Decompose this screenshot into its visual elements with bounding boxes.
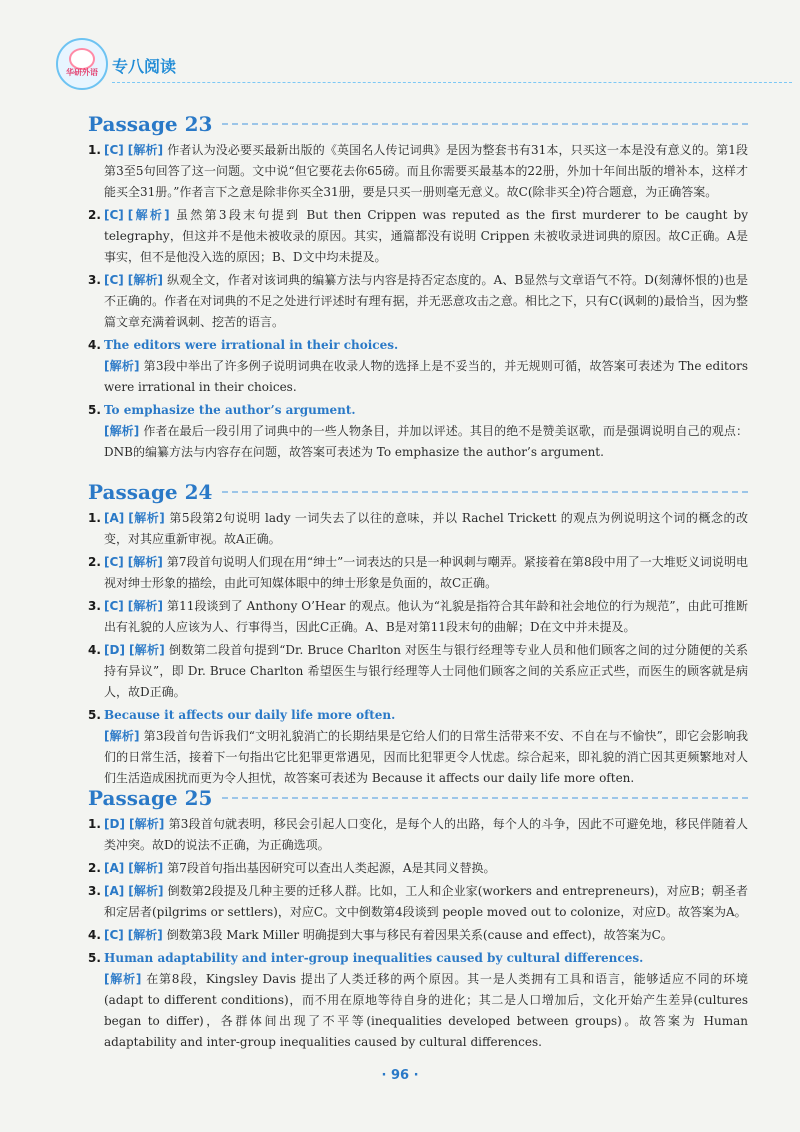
title-divider xyxy=(222,491,748,493)
item-number: 4. xyxy=(88,928,101,942)
analysis-text: 第11段谈到了 Anthony O’Hear 的观点。他认为“礼貌是指符合其年龄和社会地位的行为规范”，由此可推断出有礼貌的人应该为人、行事得当，因此C正确。A、B是对第11段末句的曲解；D在文中并未提及。 xyxy=(104,599,748,634)
analysis-text: 倒数第二段首句提到“Dr. Bruce Charlton 对医生与银行经理等专业人员和他们顾客之间的过分随便的关系持有异议”，即 Dr. Bruce Charlton 希望医生与银行经理等人士同他们顾客之间的关系应正式些，而医生的顾客就是病人，故D正确。 xyxy=(104,643,748,699)
answer-heading: Human adaptability and inter-group inequalities caused by cultural differences. xyxy=(104,951,644,965)
item-number: 5. xyxy=(88,403,101,417)
item-number: 3. xyxy=(88,599,101,613)
answer-letter: [A] xyxy=(104,884,125,898)
item-number: 1. xyxy=(88,511,101,525)
passage-25 xyxy=(88,784,748,1053)
item-number: 1. xyxy=(88,817,101,831)
answer-letter: [A] xyxy=(104,861,125,875)
analysis-text: 第3段首句告诉我们“文明礼貌消亡的长期结果是它给人们的日常生活带来不安、不自在与不愉快”，即它会影响我们的日常生活，接着下一句指出它比犯罪更常遇见，因而比犯罪更令人忧虑。综合起来，即礼貌的消亡因其更频繁地对人们生活造成困扰而更为令人担忧，故答案可表述为 Because it affects our daily life more often. xyxy=(104,729,748,785)
analysis-text: 第7段首句指出基因研究可以查出人类起源，A是其同义替换。 xyxy=(167,861,496,875)
logo-text: 华研外语 xyxy=(66,68,98,77)
page-header xyxy=(56,38,756,90)
item-number: 5. xyxy=(88,951,101,965)
answer-heading: To emphasize the author’s argument. xyxy=(104,403,356,417)
passage-title-row xyxy=(88,478,748,506)
analysis-text: 第3段首句就表明，移民会引起人口变化，是每个人的出路，每个人的斗争，因此不可避免地，移民伴随着人类冲突。故D的说法不正确，为正确选项。 xyxy=(104,817,748,852)
passage-title-row xyxy=(88,110,748,138)
item-number: 2. xyxy=(88,208,101,222)
analysis-text: 虽然第3段末句提到 But then Crippen was reputed as the first murderer to be caught by telegraphy，但这并不是他未被收录的原因。其实，通篇都没有说明 Crippen 未被收录进词典的原因。故C正确。A是事实，但不是他没入选的原因；B、D文中均未提及。 xyxy=(104,208,748,264)
page-number: · 96 · xyxy=(381,1068,419,1083)
answer-item xyxy=(88,814,748,856)
answer-letter: [C] xyxy=(104,143,124,157)
answer-item xyxy=(88,270,748,333)
analysis-tag: [解析] xyxy=(127,599,163,613)
item-number: 3. xyxy=(88,273,101,287)
analysis-tag: [解析] xyxy=(127,928,163,942)
item-number: 2. xyxy=(88,861,101,875)
passage-title: Passage 25 xyxy=(88,786,213,810)
analysis-text: 第5段第2句说明 lady 一词失去了以往的意味，并以 Rachel Trickett 的观点为例说明这个词的概念的改变，对其应重新审视。故A正确。 xyxy=(104,511,748,546)
analysis-text: 第7段首句说明人们现在用“绅士”一词表达的只是一种讽刺与嘲弄。紧接着在第8段中用了一大堆贬义词说明电视对绅士形象的描绘，由此可知媒体眼中的绅士形象是负面的，故C正确。 xyxy=(104,555,748,590)
analysis-tag: [解析] xyxy=(128,884,164,898)
answer-heading: The editors were irrational in their choices. xyxy=(104,338,399,352)
item-number: 5. xyxy=(88,708,101,722)
answer-item xyxy=(88,140,748,203)
answer-item xyxy=(88,335,748,398)
title-divider xyxy=(222,123,748,125)
answer-letter: [C] xyxy=(104,555,124,569)
analysis-text: 作者认为没必要买最新出版的《英国名人传记词典》是因为整套书有31本，只买这一本是没有意义的。第1段第3至5句回答了这一问题。文中说“但它要花去你65磅。而且你需要买最基本的22册，外加十年间出版的增补本，这样才能买全31册。”作者言下之意是除非你买全31册，要是只买一册则毫无意义。故C(除非买全)符合题意，为正确答案。 xyxy=(104,143,748,199)
passage-title: Passage 24 xyxy=(88,480,213,504)
item-number: 4. xyxy=(88,643,101,657)
analysis-tag: [解析] xyxy=(127,143,164,157)
answer-item xyxy=(88,508,748,550)
analysis-tag: [解析] xyxy=(128,643,165,657)
answer-heading: Because it affects our daily life more often. xyxy=(104,708,396,722)
answer-item xyxy=(88,400,748,463)
analysis-tag: [解析] xyxy=(104,359,140,373)
analysis-tag: [解析] xyxy=(127,273,164,287)
analysis-tag: [解析] xyxy=(128,861,164,875)
answer-item xyxy=(88,858,748,879)
answer-letter: [C] xyxy=(104,928,124,942)
answer-item xyxy=(88,552,748,594)
analysis-tag: [解析] xyxy=(128,511,165,525)
passage-title-row xyxy=(88,784,748,812)
passage-23 xyxy=(88,110,748,463)
item-number: 2. xyxy=(88,555,101,569)
header-divider xyxy=(112,82,792,83)
item-number: 3. xyxy=(88,884,101,898)
answer-item xyxy=(88,596,748,638)
answer-item xyxy=(88,948,748,1053)
answer-letter: [D] xyxy=(104,643,125,657)
analysis-text: 作者在最后一段引用了词典中的一些人物条目，并加以评述。其目的绝不是赞美讴歌，而是强调说明自己的观点：DNB的编纂方法与内容存在问题，故答案可表述为 To emphasize the author’s argument. xyxy=(104,424,748,459)
analysis-text: 纵观全文，作者对该词典的编纂方法与内容是持否定态度的。A、B显然与文章语气不符。D(刻薄怀恨的)也是不正确的。作者在对词典的不足之处进行评述时有理有据，并无恶意攻击之意。相比之下，只有C(讽刺的)最恰当，因为整篇文章充满着讽刺、挖苦的语言。 xyxy=(104,273,748,329)
item-number: 1. xyxy=(88,143,101,157)
answer-item xyxy=(88,705,748,789)
analysis-tag: [解析] xyxy=(127,555,163,569)
title-divider xyxy=(222,797,748,799)
answer-letter: [A] xyxy=(104,511,125,525)
analysis-tag: [解析] xyxy=(127,208,170,222)
answer-item xyxy=(88,925,748,946)
answer-item xyxy=(88,205,748,268)
answer-letter: [C] xyxy=(104,273,124,287)
answer-letter: [C] xyxy=(104,208,124,222)
answer-letter: [C] xyxy=(104,599,124,613)
item-number: 4. xyxy=(88,338,101,352)
answer-letter: [D] xyxy=(104,817,125,831)
answer-item xyxy=(88,640,748,703)
section-title: 专八阅读 xyxy=(112,57,177,76)
analysis-tag: [解析] xyxy=(104,972,142,986)
passage-title: Passage 23 xyxy=(88,112,213,136)
analysis-text: 倒数第2段提及几种主要的迁移人群。比如，工人和企业家(workers and entrepreneurs)，对应B；朝圣者和定居者(pilgrims or settlers)，对应C。文中倒数第4段谈到 people moved out to colonize，对应D。故答案为A。 xyxy=(104,884,748,919)
answer-item xyxy=(88,881,748,923)
analysis-text: 倒数第3段 Mark Miller 明确提到大事与移民有着因果关系(cause and effect)，故答案为C。 xyxy=(166,928,673,942)
analysis-tag: [解析] xyxy=(104,729,140,743)
analysis-text: 在第8段，Kingsley Davis 提出了人类迁移的两个原因。其一是人类拥有工具和语言，能够适应不同的环境(adapt to different conditions)，而不用在原地等待自身的进化；其二是人口增加后，文化开始产生差异(cultures began to differ)，各群体间出现了不平等(inequalities developed between groups)。故答案为 Human adaptability and inter-group inequalities caused by cultural differences. xyxy=(104,972,748,1049)
analysis-tag: [解析] xyxy=(104,424,140,438)
passage-24 xyxy=(88,478,748,789)
analysis-tag: [解析] xyxy=(128,817,165,831)
logo xyxy=(56,38,108,90)
analysis-text: 第3段中举出了许多例子说明词典在收录人物的选择上是不妥当的，并无规则可循，故答案可表述为 The editors were irrational in their choices. xyxy=(104,359,748,394)
